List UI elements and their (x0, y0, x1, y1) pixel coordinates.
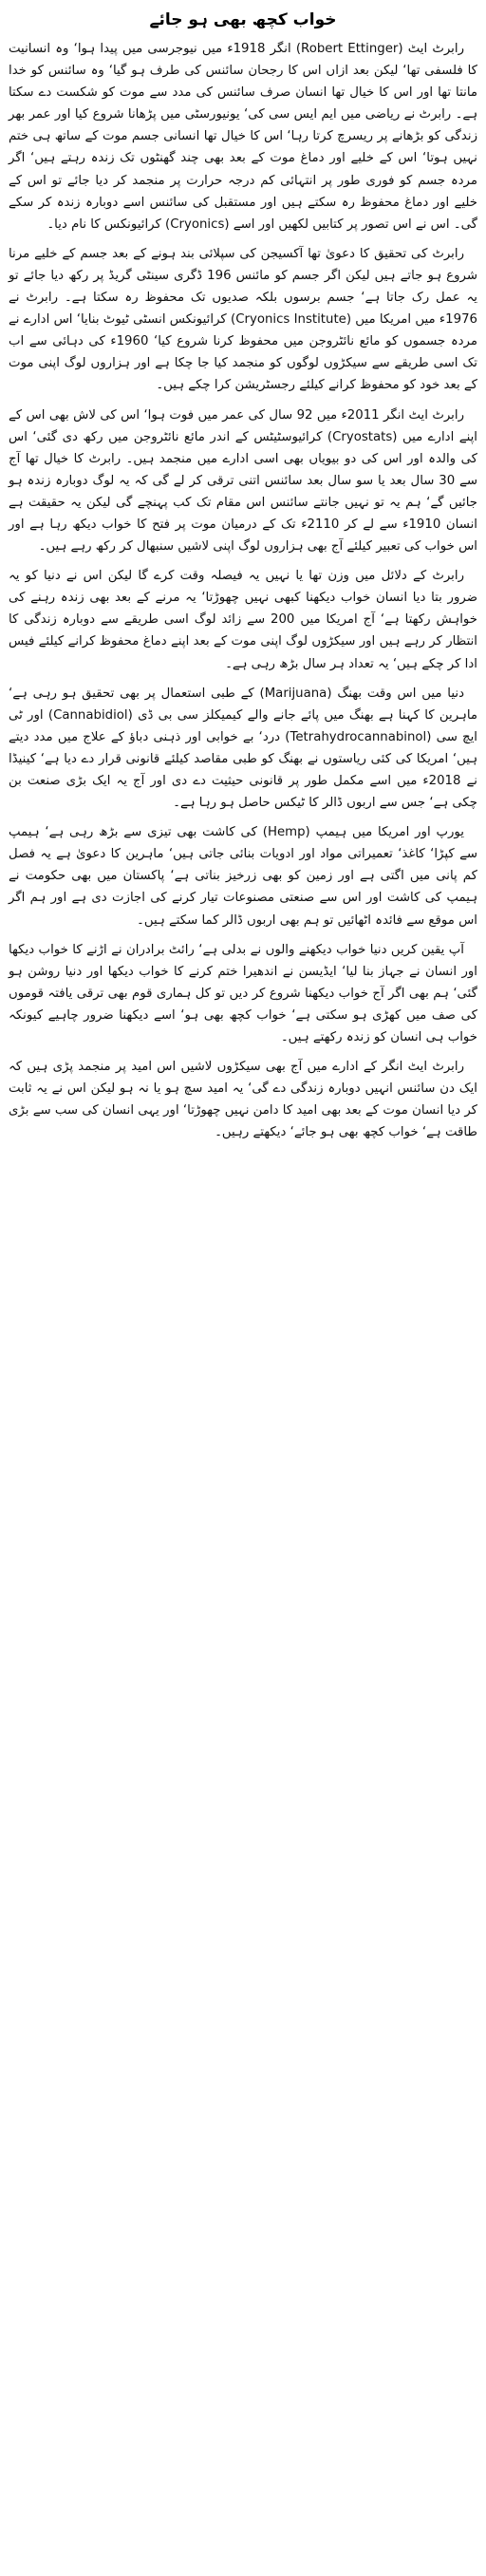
article-title: خواب کچھ بھی ہو جائے (149, 10, 337, 29)
article-paragraph: یورپ اور امریکا میں ہیمپ (Hemp) کی کاشت بھی تیزی سے بڑھ رہی ہے‘ ہیمپ سے کپڑا‘ کاغذ‘ تعمیراتی مواد اور ادویات بنائی جاتی ہیں‘ ماہرین کا دعویٰ ہے یہ فصل کم پانی میں اگتی ہے اور زمین کو بھی زرخیز بناتی ہے‘ پاکستان میں بھی حکومت نے ہیمپ کی کاشت اور اس سے صنعتی مصنوعات تیار کرنے کی اجازت دی ہے اور ہم اگر اس موقع سے فائدہ اٹھائیں تو ہم بھی اربوں ڈالر کما سکتے ہیں۔ (9, 825, 477, 928)
article-paragraph: دنیا میں اس وقت بھنگ (Marijuana) کے طبی استعمال پر بھی تحقیق ہو رہی ہے‘ ماہرین کا کہنا ہے بھنگ میں پائے جانے والے کیمیکلز سی بی ڈی (Cannabidiol) اور ٹی ایچ سی (Tetrahydrocannabinol) درد‘ بے خوابی اور ذہنی دباؤ کے علاج میں مدد دیتے ہیں‘ امریکا کی کئی ریاستوں نے بھنگ کو طبی مقاصد کیلئے قانونی قرار دے دیا ہے‘ کینیڈا نے 2018ء میں اسے مکمل طور پر قانونی حیثیت دے دی اور آج یہ ایک بڑی صنعت بن چکی ہے‘ جس سے اربوں ڈالر کا ٹیکس حاصل ہو رہا ہے۔ (9, 686, 478, 811)
article-paragraph: آپ یقین کریں دنیا خواب دیکھنے والوں نے بدلی ہے‘ رائٹ برادران نے اڑنے کا خواب دیکھا اور انسان نے جہاز بنا لیا‘ ایڈیسن نے اندھیرا ختم کرنے کا خواب دیکھا اور دنیا روشن ہو گئی‘ ہم بھی اگر آج خواب دیکھنا شروع کر دیں تو کل ہماری قوم بھی ترقی یافتہ قوموں کی صف میں کھڑی ہو سکتی ہے‘ خواب کچھ بھی ہو‘ اسے دیکھنا ضرور چاہیے کیونکہ خواب ہی انسان کو زندہ رکھتے ہیں۔ (9, 942, 477, 1045)
article-paragraph: رابرٹ ایٹ انگر 2011ء میں 92 سال کی عمر میں فوت ہوا‘ اس کی لاش بھی اس کے اپنے ادارے میں (Cryostats) کرائیوسٹیٹس کے اندر مائع نائٹروجن میں رکھ دی گئی‘ اس کی والدہ اور اس کی دو بیویاں بھی اسی ادارے میں منجمد ہیں۔ رابرٹ کا خیال تھا آج سے 30 سال بعد یا سو سال بعد سائنس اتنی ترقی کر لے گی کہ یہ لوگ دوبارہ زندہ ہو جائیں گے‘ ہم یہ تو نہیں جانتے سائنس اس مقام تک کب پہنچے گی لیکن یہ حقیقت ہے انسان 1910ء سے لے کر 2110ء تک کے درمیان موت پر فتح کا خواب دیکھ رہا ہے اور اس خواب کی تعبیر کیلئے آج بھی ہزاروں لوگ اپنی لاشیں سنبھال کر رکھ رہے ہیں۔ (9, 407, 477, 555)
article-paragraph: رابرٹ کی تحقیق کا دعویٰ تھا آکسیجن کی سپلائی بند ہونے کے بعد جسم کے خلیے مرنا شروع ہو جاتے ہیں لیکن اگر جسم کو مائنس 196 ڈگری سینٹی گریڈ پر رکھ دیا جائے تو یہ عمل رک جاتا ہے‘ جسم برسوں بلکہ صدیوں تک محفوظ رہ سکتا ہے۔ رابرٹ نے 1976ء میں امریکا میں (Cryonics Institute) کرائیونکس انسٹی ٹیوٹ بنایا‘ اس ادارے نے مردہ جسموں کو مائع نائٹروجن میں محفوظ کرنا شروع کیا‘ 1960ء کی دہائی سے اب تک اسی طریقے سے سیکڑوں لوگوں کو منجمد کیا جا چکا ہے اور ہزاروں لوگ اپنی موت کے بعد خود کو محفوظ کرانے کیلئے رجسٹریشن کرا چکے ہیں۔ (9, 246, 478, 393)
article-paragraph: رابرٹ ایٹ انگر کے ادارے میں آج بھی سیکڑوں لاشیں اس امید پر منجمد پڑی ہیں کہ ایک دن سائنس انہیں دوبارہ زندگی دے گی‘ یہ امید سچ ہو یا نہ ہو لیکن اس نے یہ ثابت کر دیا انسان موت کے بعد بھی امید کا دامن نہیں چھوڑتا‘ اور یہی انسان کی سب سے بڑی طاقت ہے‘ خواب کچھ بھی ہو جائے‘ دیکھتے رہیں۔ (9, 1060, 477, 1140)
article-body (9, 38, 477, 1144)
article-paragraph: رابرٹ ایٹ (Robert Ettinger) انگر 1918ء میں نیوجرسی میں پیدا ہوا‘ وہ انسانیت کا فلسفی تھا‘ لیکن بعد ازاں اس کا رجحان سائنس کی طرف ہو گیا‘ وہ سائنس کو خدا مانتا تھا اور اس کا خیال تھا انسان صرف سائنس کی مدد سے موت کو شکست دے سکتا ہے۔ رابرٹ نے ریاضی میں ایم ایس سی کی‘ یونیورسٹی میں پڑھانا شروع کیا اور عمر بھر زندگی کو بڑھانے پر ریسرچ کرتا رہا‘ اس کا خیال تھا انسانی جسم موت کے ساتھ ہی ختم نہیں ہوتا‘ اس کے خلیے اور دماغ موت کے بعد بھی چند گھنٹوں تک زندہ رہتے ہیں‘ اگر مردہ جسم کو فوری طور پر انتہائی کم درجہ حرارت پر منجمد کر دیا جائے تو اس کے خلیے اور دماغ محفوظ رہ سکتے ہیں اور مستقبل کی سائنس اسے دوبارہ زندہ کر سکے گی۔ اس نے اس تصور پر کتابیں لکھیں اور اسے (Cryonics) کرائیونکس کا نام دیا۔ (9, 42, 477, 232)
article-paragraph: رابرٹ کے دلائل میں وزن تھا یا نہیں یہ فیصلہ وقت کرے گا لیکن اس نے دنیا کو یہ ضرور بتا دیا انسان خواب دیکھنا کبھی نہیں چھوڑتا‘ یہ مرنے کے بعد بھی زندہ رہنے کی خواہش رکھتا ہے‘ آج امریکا میں 200 سے زائد لوگ اسی طریقے سے دوبارہ زندگی کا انتظار کر رہے ہیں اور سیکڑوں لوگ اپنی موت کے بعد اپنے دماغ محفوظ کرانے کیلئے فیس ادا کر چکے ہیں‘ یہ تعداد ہر سال بڑھ رہی ہے۔ (9, 569, 477, 671)
